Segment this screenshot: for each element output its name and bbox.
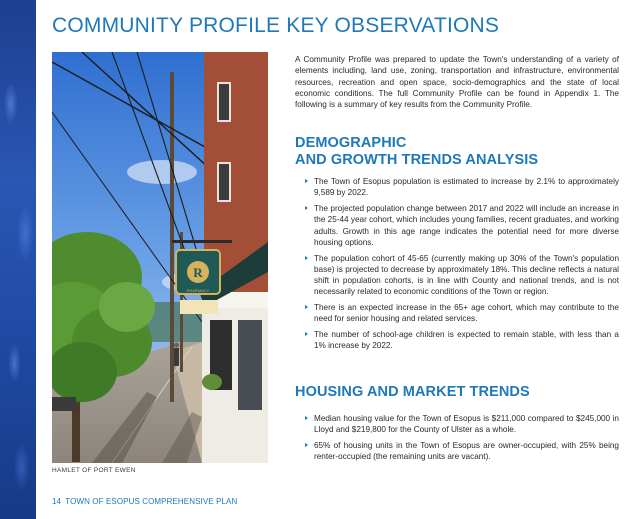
pharmacy-sign-subtext: PHARMACY xyxy=(186,288,210,293)
heading-line: AND GROWTH TRENDS ANALYSIS xyxy=(295,151,539,168)
intro-paragraph: A Community Profile was prepared to update the Town's understanding of a variety of elements including, land use, zoning, transportation and infrastructure, environmental resources, recreation and open space, socio-demographics and the state of local economic conditions. The full Community Profile can be found in Appendix 1. The following is a summary of key results from the Community Profile. xyxy=(295,55,619,110)
bullet-arrow-icon xyxy=(305,332,308,336)
bullet-arrow-icon xyxy=(305,416,308,420)
photo-caption: HAMLET OF PORT EWEN xyxy=(52,467,136,474)
heading-line: HOUSING AND MARKET TRENDS xyxy=(295,384,530,400)
housing-bullet-list xyxy=(305,413,619,467)
pharmacy-sign-letter: R xyxy=(193,265,203,280)
page-title: COMMUNITY PROFILE KEY OBSERVATIONS xyxy=(52,14,500,37)
demographic-bullet-list xyxy=(305,176,619,356)
bullet-arrow-icon xyxy=(305,179,308,183)
page-footer xyxy=(52,497,237,506)
bullet-arrow-icon xyxy=(305,256,308,260)
list-item: The projected population change between 2017 and 2022 will include an increase in the 25-44 year cohort, which includes young families, recent graduates, and working adults. Growth in this age range indicates the potential need for more diverse housing options. xyxy=(305,203,619,248)
bullet-arrow-icon xyxy=(305,305,308,309)
list-item: Median housing value for the Town of Esopus is $211,000 compared to $245,000 in Lloyd and $219,800 for the County of Ulster as a whole. xyxy=(305,413,619,436)
section-heading-demographics xyxy=(295,135,625,168)
document-title: TOWN OF ESOPUS COMPREHENSIVE PLAN xyxy=(65,497,238,506)
list-item: 65% of housing units in the Town of Esopus are owner-occupied, with 25% being renter-occupied (the remaining units are vacant). xyxy=(305,440,619,463)
street-photo xyxy=(52,52,268,463)
page-number: 14 xyxy=(52,497,62,506)
list-item: The population cohort of 45-65 (currently making up 30% of the Town's population base) is projected to decrease by approximately 18%. This decline reflects a natural shift in population cohorts, is in line with County and national trends, and is not necessarily related to economic conditions of the Town or region. xyxy=(305,253,619,298)
decorative-side-band xyxy=(0,0,36,519)
heading-line: DEMOGRAPHIC xyxy=(295,135,407,151)
list-item: The number of school-age children is expected to remain stable, with less than a 1% increase by 2022. xyxy=(305,329,619,352)
bullet-arrow-icon xyxy=(305,206,308,210)
section-heading-housing xyxy=(295,384,625,401)
list-item: There is an expected increase in the 65+ age cohort, which may contribute to the need for senior housing and related services. xyxy=(305,302,619,325)
bullet-arrow-icon xyxy=(305,443,308,447)
list-item: The Town of Esopus population is estimated to increase by 2.1% to approximately 9,589 by 2022. xyxy=(305,176,619,199)
